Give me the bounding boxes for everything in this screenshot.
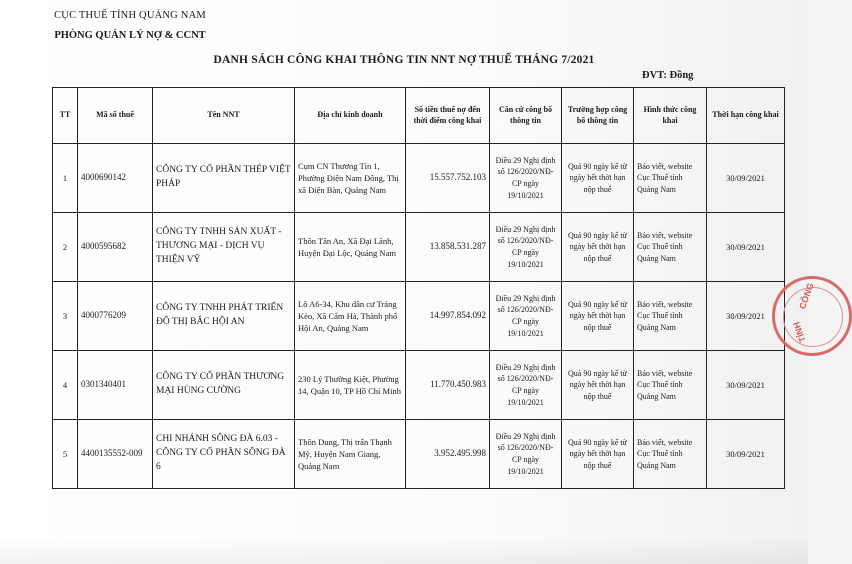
disclosure-form: Báo viết, website Cục Thuế tỉnh Quảng Nam	[634, 351, 707, 420]
disclosure-deadline: 30/09/2021	[707, 144, 785, 213]
business-address: Thôn Tân An, Xã Đại Lãnh, Huyện Đại Lộc, Quảng Nam	[295, 213, 406, 282]
business-address: 230 Lý Thường Kiệt, Phường 14, Quận 10, TP Hồ Chí Minh	[295, 351, 406, 420]
disclosure-deadline: 30/09/2021	[707, 213, 785, 282]
table-header-row	[53, 88, 785, 144]
tax-code: 4000595682	[78, 213, 153, 282]
row-number: 4	[53, 351, 78, 420]
business-address: Thôn Dung, Thị trấn Thạnh Mỹ, Huyện Nam Giang, Quảng Nam	[295, 420, 406, 489]
disclosure-form: Báo viết, website Cục Thuế tỉnh Quảng Nam	[634, 282, 707, 351]
disclosure-deadline: 30/09/2021	[707, 351, 785, 420]
seal-text-bottom: TỈNH	[791, 320, 808, 344]
currency-unit: ĐVT: Đồng	[642, 70, 694, 81]
tax-code: 4000690142	[78, 144, 153, 213]
header-form: Hình thức công khai	[634, 88, 707, 144]
row-number: 1	[53, 144, 78, 213]
org-name: CỤC THUẾ TỈNH QUẢNG NAM	[54, 10, 206, 21]
legal-basis: Điều 29 Nghị định số 126/2020/NĐ-CP ngày 19/10/2021	[490, 420, 562, 489]
legal-basis: Điều 29 Nghị định số 126/2020/NĐ-CP ngày 19/10/2021	[490, 144, 562, 213]
header-address: Địa chỉ kinh doanh	[295, 88, 406, 144]
table-row	[53, 420, 785, 489]
taxpayer-name: CÔNG TY TNHH PHÁT TRIỂN ĐÔ THỊ BẮC HỘI AN	[153, 282, 295, 351]
business-address: Cụm CN Thương Tín 1, Phường Điện Nam Đông, Thị xã Điện Bàn, Quảng Nam	[295, 144, 406, 213]
disclosure-case: Quá 90 ngày kể từ ngày hết thời hạn nộp thuế	[562, 351, 634, 420]
disclosure-form: Báo viết, website Cục Thuế tỉnh Quảng Nam	[634, 420, 707, 489]
disclosure-deadline: 30/09/2021	[707, 282, 785, 351]
header-case: Trường hợp công bố thông tin	[562, 88, 634, 144]
disclosure-form: Báo viết, website Cục Thuế tỉnh Quảng Nam	[634, 144, 707, 213]
header-basis: Căn cứ công bố thông tin	[490, 88, 562, 144]
disclosure-form: Báo viết, website Cục Thuế tỉnh Quảng Nam	[634, 213, 707, 282]
legal-basis: Điều 29 Nghị định số 126/2020/NĐ-CP ngày 19/10/2021	[490, 351, 562, 420]
legal-basis: Điều 29 Nghị định số 126/2020/NĐ-CP ngày 19/10/2021	[490, 213, 562, 282]
table-row	[53, 282, 785, 351]
header-tax-code: Mã số thuế	[78, 88, 153, 144]
official-seal	[772, 276, 852, 356]
debt-amount: 15.557.752.103	[406, 144, 490, 213]
disclosure-case: Quá 90 ngày kể từ ngày hết thời hạn nộp thuế	[562, 420, 634, 489]
table-row	[53, 144, 785, 213]
row-number: 2	[53, 213, 78, 282]
business-address: Lô A6-34, Khu dân cư Trảng Kèo, Xã Cẩm Hà, Thành phố Hội An, Quảng Nam	[295, 282, 406, 351]
page-bottom-shadow	[0, 538, 808, 564]
debt-amount: 13.858.531.287	[406, 213, 490, 282]
taxpayer-name: CÔNG TY CỔ PHẦN THƯƠNG MẠI HÙNG CƯỜNG	[153, 351, 295, 420]
header-taxpayer-name: Tên NNT	[153, 88, 295, 144]
disclosure-deadline: 30/09/2021	[707, 420, 785, 489]
taxpayer-name: CÔNG TY TNHH SẢN XUẤT - THƯƠNG MẠI - DỊCH VỤ THIỆN VỸ	[153, 213, 295, 282]
tax-debt-table	[52, 87, 785, 489]
header-deadline: Thời hạn công khai	[707, 88, 785, 144]
table-row	[53, 213, 785, 282]
row-number: 3	[53, 282, 78, 351]
table-row	[53, 351, 785, 420]
debt-amount: 11.770.450.983	[406, 351, 490, 420]
tax-code: 0301340401	[78, 351, 153, 420]
department-name: PHÒNG QUẢN LÝ NỢ & CCNT	[54, 30, 206, 41]
taxpayer-name: CHI NHÁNH SÔNG ĐÀ 6.03 - CÔNG TY CỔ PHẦN SÔNG ĐÀ 6	[153, 420, 295, 489]
seal-text-top: CÔNG	[797, 281, 816, 311]
legal-basis: Điều 29 Nghị định số 126/2020/NĐ-CP ngày 19/10/2021	[490, 282, 562, 351]
disclosure-case: Quá 90 ngày kể từ ngày hết thời hạn nộp thuế	[562, 282, 634, 351]
row-number: 5	[53, 420, 78, 489]
disclosure-case: Quá 90 ngày kể từ ngày hết thời hạn nộp thuế	[562, 144, 634, 213]
seal-inner-ring	[783, 287, 843, 347]
debt-amount: 14.997.854.092	[406, 282, 490, 351]
taxpayer-name: CÔNG TY CỔ PHẦN THÉP VIỆT PHÁP	[153, 144, 295, 213]
disclosure-case: Quá 90 ngày kể từ ngày hết thời hạn nộp thuế	[562, 213, 634, 282]
tax-code: 4000776209	[78, 282, 153, 351]
debt-amount: 3.952.495.998	[406, 420, 490, 489]
tax-code: 4400135552-009	[78, 420, 153, 489]
header-amount: Số tiền thuế nợ đến thời điểm công khai	[406, 88, 490, 144]
header-tt: TT	[53, 88, 78, 144]
document-title: DANH SÁCH CÔNG KHAI THÔNG TIN NNT NỢ THUẾ THÁNG 7/2021	[213, 54, 595, 66]
